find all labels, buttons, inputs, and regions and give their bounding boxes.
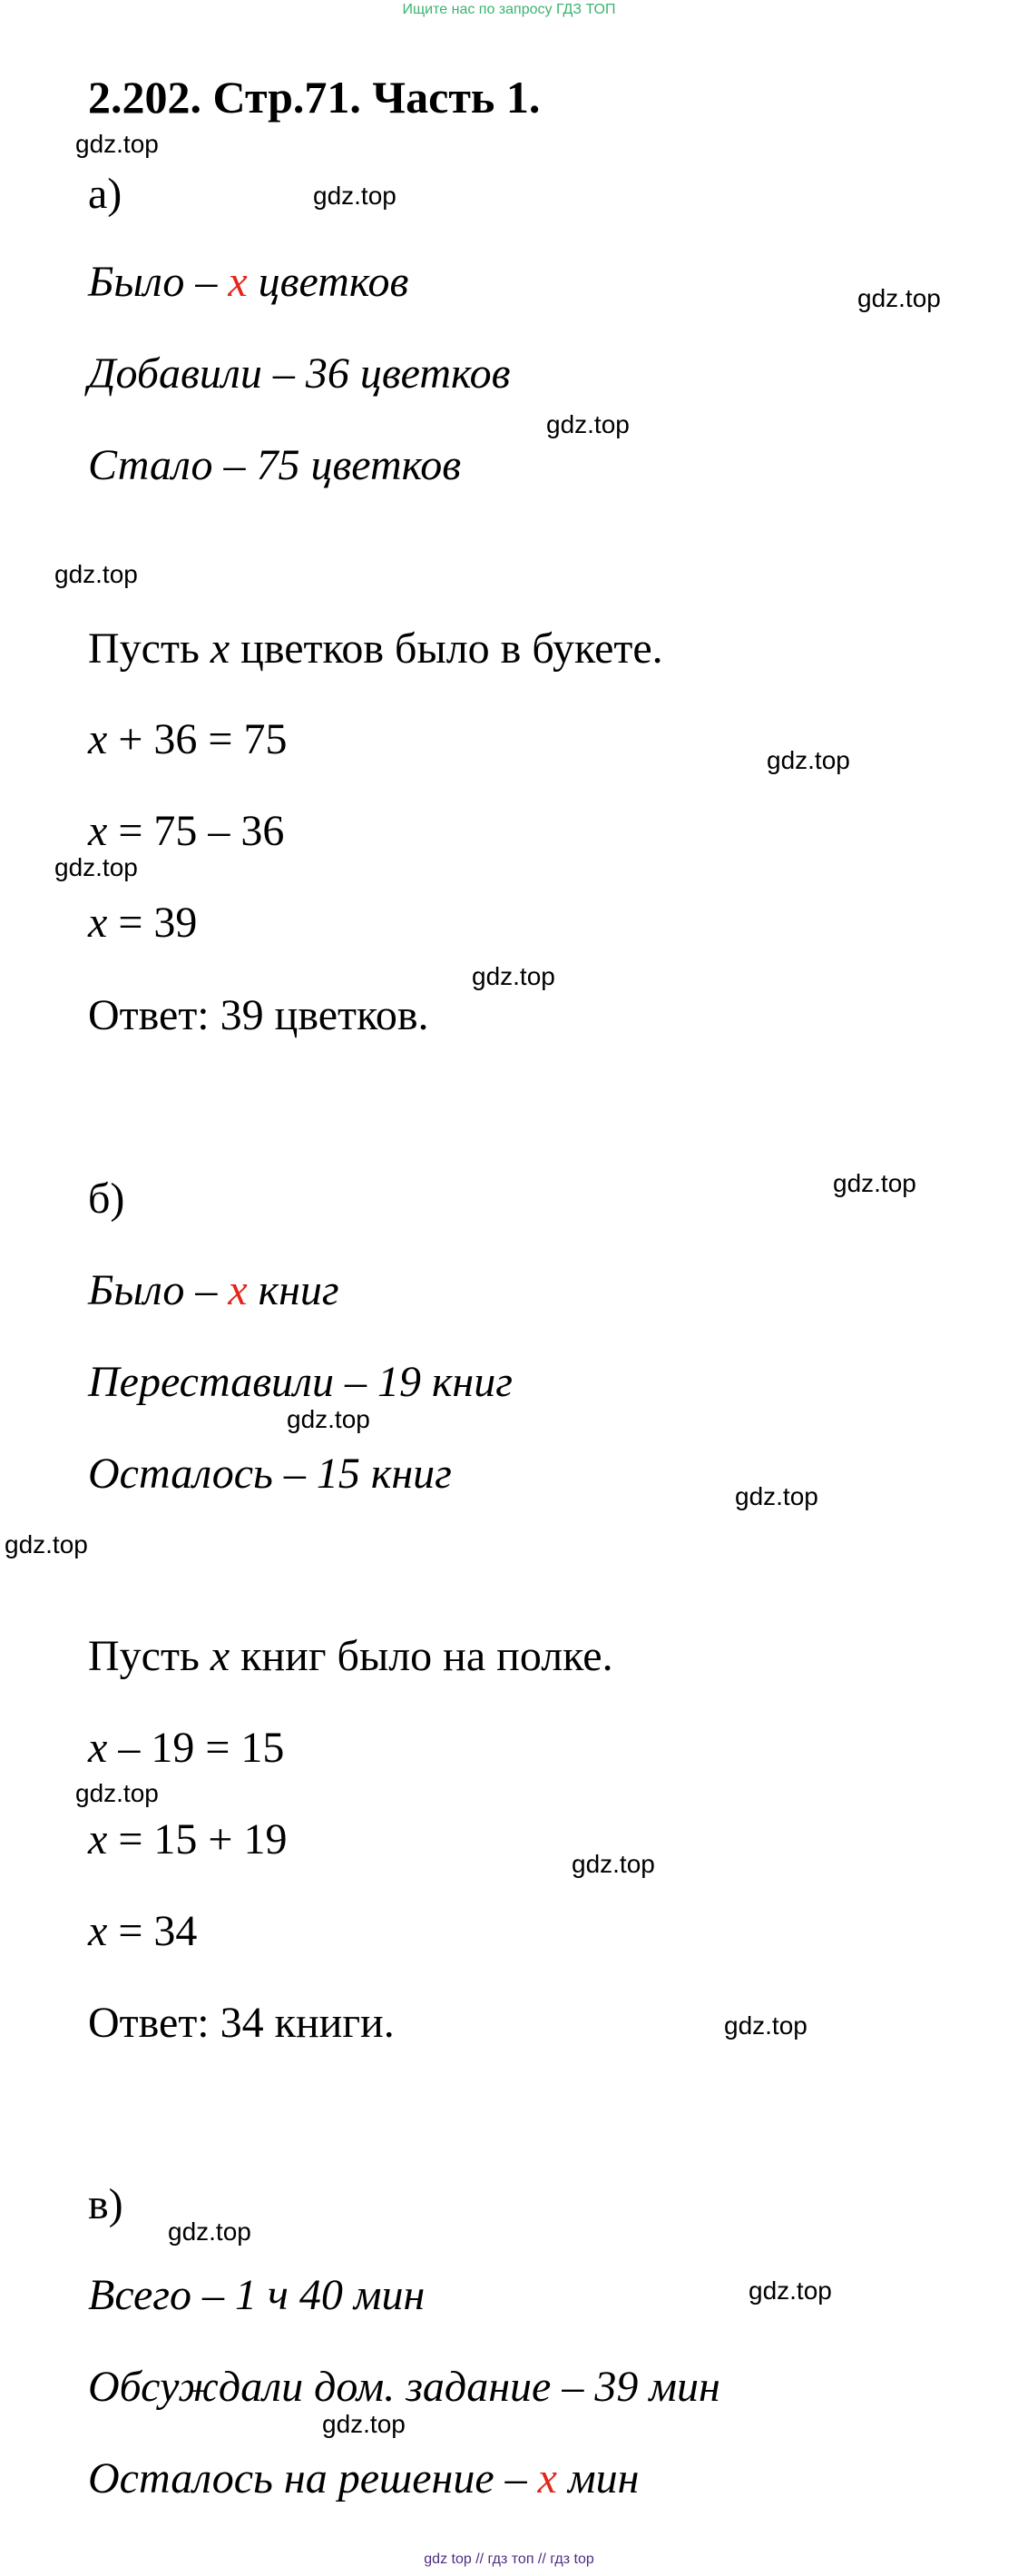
part-b-equation-2: x = 15 + 19 [88, 1815, 288, 1863]
watermark: gdz.top [54, 560, 138, 588]
watermark: gdz.top [472, 962, 555, 990]
part-a-given-line2: Добавили – 36 цветков [88, 349, 511, 398]
variable-x: x [537, 2454, 557, 2502]
part-b-answer: Ответ: 34 книги. [88, 1999, 395, 2047]
part-b-intro: Пусть x книг было на полке. [88, 1632, 613, 1680]
part-a-answer: Ответ: 39 цветков. [88, 991, 429, 1039]
watermark: gdz.top [857, 284, 941, 312]
variable-x: x [210, 1632, 230, 1680]
watermark: gdz.top [287, 1405, 370, 1433]
watermark: gdz.top [572, 1850, 655, 1878]
part-b-given-line3: Осталось – 15 книг [88, 1450, 452, 1498]
watermark: gdz.top [5, 1530, 88, 1558]
watermark: gdz.top [767, 746, 850, 774]
footer: gdz top // гдз топ // гдз top [424, 2551, 594, 2567]
part-a-given-line1: Было – x цветков [88, 258, 409, 306]
watermark: gdz.top [168, 2217, 251, 2246]
watermark: gdz.top [313, 182, 396, 210]
part-c-given-line1: Всего – 1 ч 40 мин [88, 2271, 426, 2319]
part-a-given-line3: Стало – 75 цветков [88, 441, 462, 489]
part-c-given-line2: Обсуждали дом. задание – 39 мин [88, 2363, 720, 2411]
part-b-equation-3: x = 34 [88, 1907, 198, 1955]
part-a-equation-3: x = 39 [88, 899, 198, 947]
watermark: gdz.top [75, 130, 159, 158]
watermark: gdz.top [833, 1169, 916, 1197]
variable-x: x [228, 258, 248, 306]
part-a-intro: Пусть x цветков было в букете. [88, 624, 663, 673]
part-b-label: б) [88, 1175, 125, 1223]
part-b-given-line1: Было – x книг [88, 1266, 339, 1314]
part-c-label: в) [88, 2180, 123, 2228]
part-a-equation-1: x + 36 = 75 [88, 715, 288, 763]
part-b-given-line2: Переставили – 19 книг [88, 1358, 513, 1406]
watermark: gdz.top [322, 2410, 406, 2438]
variable-x: x [228, 1266, 248, 1314]
part-b-equation-1: x – 19 = 15 [88, 1724, 285, 1772]
watermark: gdz.top [735, 1482, 818, 1510]
watermark: gdz.top [75, 1779, 159, 1807]
part-c-given-line3: Осталось на решение – x мин [88, 2454, 640, 2502]
part-a-equation-2: x = 75 – 36 [88, 807, 285, 855]
top-banner: Ищите нас по запросу ГДЗ ТОП [402, 2, 616, 17]
watermark: gdz.top [724, 2011, 808, 2040]
variable-x: x [210, 624, 230, 673]
part-a-label: а) [88, 170, 122, 218]
watermark: gdz.top [749, 2276, 832, 2305]
watermark: gdz.top [54, 853, 138, 881]
page-title: 2.202. Стр.71. Часть 1. [88, 72, 541, 123]
watermark: gdz.top [546, 410, 630, 438]
